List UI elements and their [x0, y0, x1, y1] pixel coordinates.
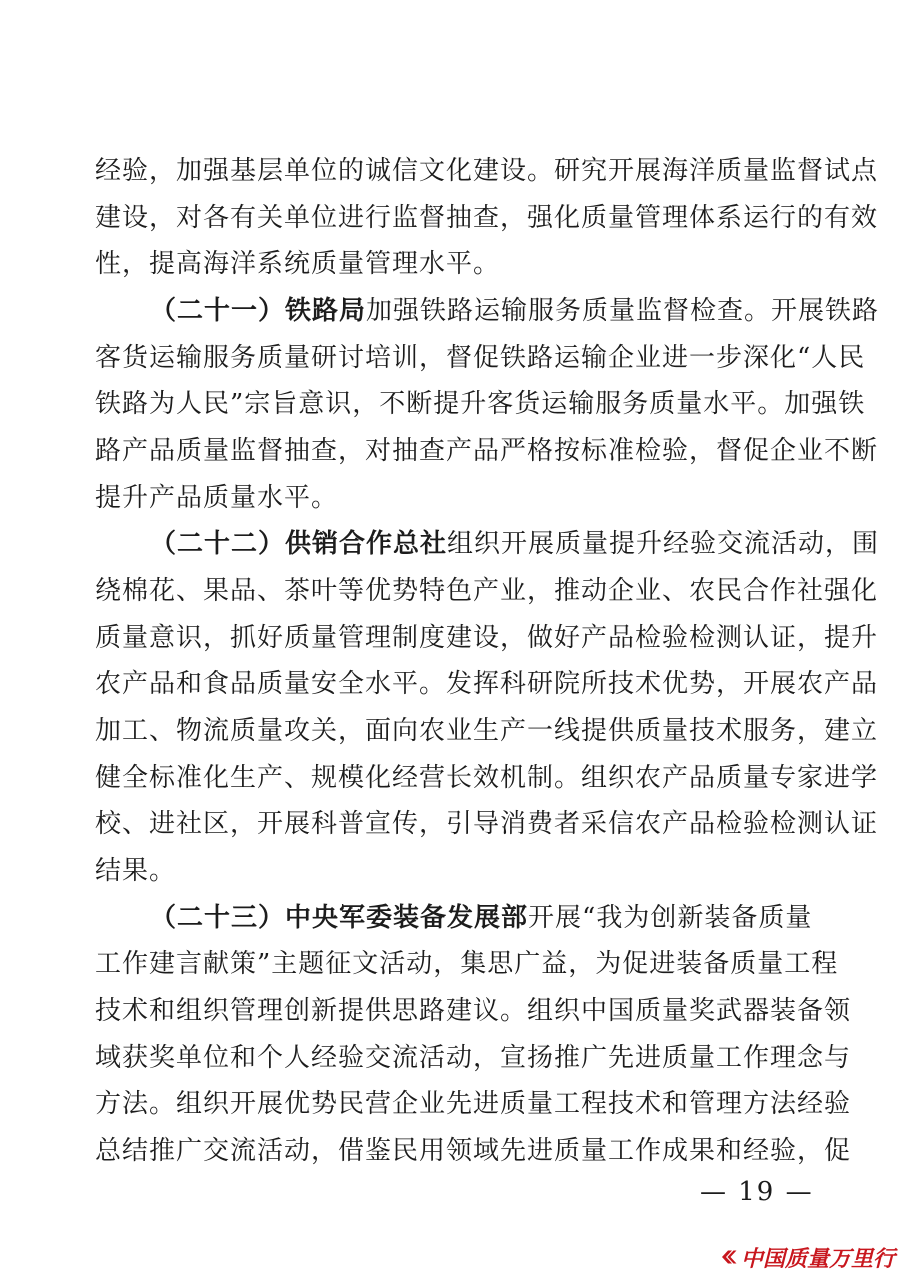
paragraph-line: 质量意识，抓好质量管理制度建设，做好产品检验检测认证，提升 — [95, 622, 879, 653]
paragraph-line: 农产品和食品质量安全水平。发挥科研院所技术优势，开展农产品 — [95, 669, 879, 700]
paragraph-line: 路产品质量监督抽查，对抽查产品严格按标准检验，督促企业不断 — [95, 436, 879, 466]
section-21-heading-line — [150, 288, 880, 335]
paragraph-line: 总结推广交流活动，借鉴民用领域先进质量工作成果和经验，促 — [95, 1136, 852, 1166]
paragraph-line: 结果。 — [95, 856, 177, 886]
paragraph-line: 铁路为人民”宗旨意识，不断提升客货运输服务质量水平。加强铁 — [95, 389, 866, 420]
paragraph-line: 技术和组织管理创新提供思路建议。组织中国质量奖武器装备领 — [95, 996, 852, 1026]
section-23-heading-line — [150, 895, 813, 942]
paragraph-line: 域获奖单位和个人经验交流活动，宣扬推广先进质量工作理念与 — [95, 1042, 852, 1073]
paragraph-line: 工作建言献策”主题征文活动，集思广益，为促进装备质量工程 — [95, 949, 839, 980]
section-21-agency: 铁路局 — [285, 296, 367, 326]
watermark — [720, 1236, 895, 1278]
section-22-number: （二十二） — [150, 529, 286, 560]
section-23-number: （二十三） — [150, 902, 286, 933]
page-number: — 19 — — [700, 1177, 814, 1207]
paragraph-line: 性，提高海洋系统质量管理水平。 — [95, 249, 501, 280]
section-22-first-line-text: 组织开展质量提升经验交流活动，围 — [447, 529, 880, 560]
paragraph-line: 经验，加强基层单位的诚信文化建设。研究开展海洋质量监督试点 — [95, 156, 879, 186]
section-21-first-line-text: 加强铁路运输服务质量监督检查。开展铁路 — [366, 296, 880, 326]
paragraph-line: 提升产品质量水平。 — [95, 482, 339, 513]
section-21-number: （二十一） — [150, 296, 286, 326]
paragraph-line: 健全标准化生产、规模化经营长效机制。组织农产品质量专家进学 — [95, 762, 879, 793]
paragraph-line: 加工、物流质量攻关，面向农业生产一线提供质量技术服务，建立 — [95, 716, 879, 746]
paragraph-line: 校、进社区，开展科普宣传，引导消费者采信农产品检验检测认证 — [95, 809, 879, 840]
chevron-logo-icon — [720, 1242, 737, 1272]
section-22-heading-line — [150, 521, 880, 568]
paragraph-line: 客货运输服务质量研讨培训，督促铁路运输企业进一步深化“人民 — [95, 342, 866, 373]
paragraph-line: 绕棉花、果品、茶叶等优势特色产业，推动企业、农民合作社强化 — [95, 576, 879, 606]
paragraph-line: 建设，对各有关单位进行监督抽查，强化质量管理体系运行的有效 — [95, 202, 879, 233]
section-22-agency: 供销合作总社 — [285, 529, 448, 560]
section-23-first-line-text: 开展“我为创新装备质量 — [528, 902, 813, 933]
section-23-agency: 中央军委装备发展部 — [285, 902, 529, 933]
paragraph-line: 方法。组织开展优势民营企业先进质量工程技术和管理方法经验 — [95, 1089, 852, 1120]
watermark-text: 中国质量万里行 — [740, 1246, 895, 1272]
